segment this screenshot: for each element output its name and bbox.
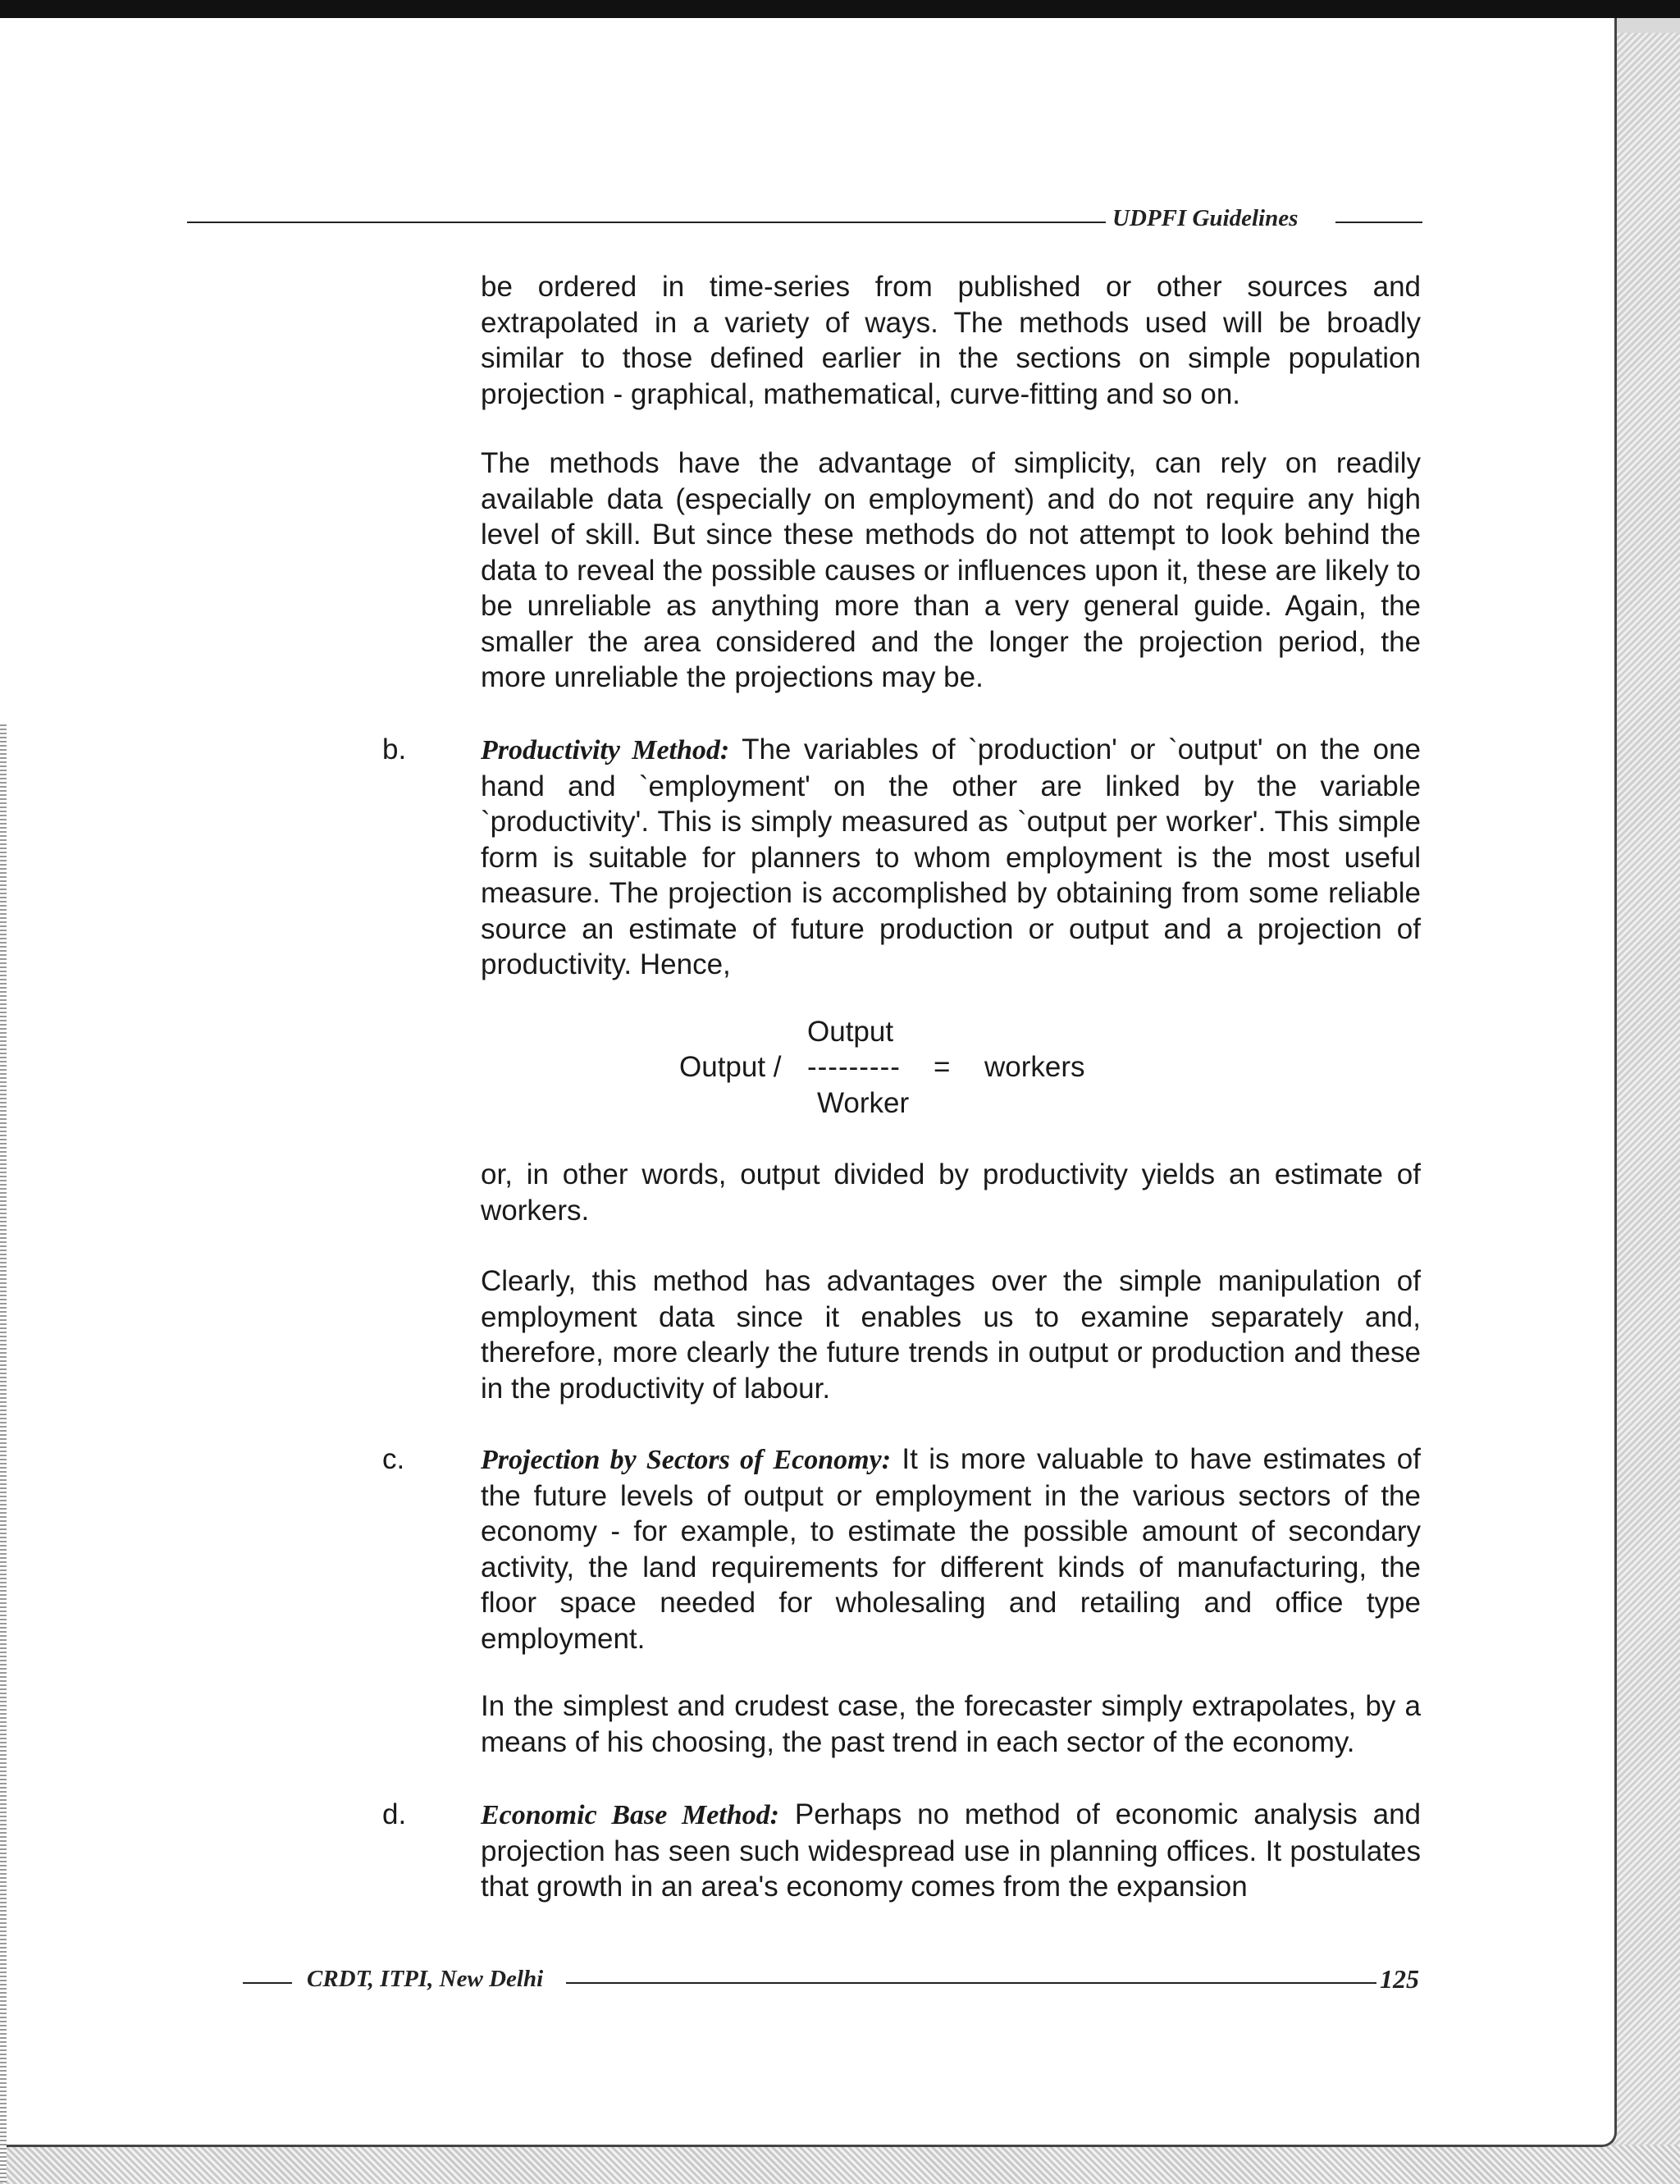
- formula-left-term: Output /: [679, 1051, 782, 1083]
- scan-top-border: [0, 0, 1680, 18]
- item-c-term: Projection by Sectors of Economy:: [481, 1445, 892, 1475]
- formula-fraction-bar: ---------: [807, 1051, 901, 1083]
- page-number: 125: [1380, 1964, 1419, 1994]
- item-d-text: Perhaps no method of economic analysis and projection has seen such widespread use in planning offices. It postulates that growth in an area's economy comes from the expansion: [481, 1798, 1421, 1903]
- running-header-title: UDPFI Guidelines: [1112, 205, 1299, 231]
- item-d-marker: d.: [382, 1798, 407, 1830]
- item-d-economic-base-method: [481, 1797, 1421, 1905]
- item-c-text: It is more valuable to have estimates of the future levels of output or employment in the various sectors of the economy - for example, to estimate the possible amount of secondary activity, the land requirements for different kinds of manufacturing, the floor space needed for wholesaling and retailing and office type employment.: [481, 1443, 1421, 1655]
- footer-rule: [566, 1982, 1376, 1984]
- footer-source: CRDT, ITPI, New Delhi: [307, 1966, 544, 1992]
- paragraph-advantages: The methods have the advantage of simplicity, can rely on readily available data (especially on employment) and do not require any high level of skill. But since these methods do not attempt to look behind the data to reveal the possible causes or influences upon it, these are likely to be unreliable as anything more than a very general guide. Again, the smaller the area considered and the longer the projection period, the more unreliable the projections may be.: [481, 447, 1421, 693]
- scan-left-edge: [0, 722, 7, 2182]
- paragraph-simplest-case: In the simplest and crudest case, the forecaster simply extrapolates, by a means of his choosing, the past trend in each sector of the economy.: [481, 1690, 1421, 1758]
- header-rule: [187, 222, 1106, 223]
- item-d-term: Economic Base Method:: [481, 1800, 779, 1830]
- item-c-marker: c.: [382, 1443, 405, 1475]
- item-b-term: Productivity Method:: [481, 735, 730, 765]
- formula-result: workers: [984, 1051, 1085, 1083]
- scan-bottom-edge: [0, 2145, 1680, 2184]
- item-b-text: The variables of `production' or `output' on the one hand and `employment' on the other are linked by the variable `productivity'. This is simply measured as `output per worker'. This simple form is suitable for planners to whom employment is the most useful measure. The projection is accomplished by obtaining from some reliable source an estimate of future production or output and a projection of productivity. Hence,: [481, 733, 1421, 980]
- formula-equals: =: [934, 1051, 951, 1083]
- paragraph-clearly: Clearly, this method has advantages over the simple manipulation of employment data since it enables us to examine separately and, therefore, more clearly the future trends in output or production and these in the productivity of labour.: [481, 1265, 1421, 1405]
- paragraph-output-divided: or, in other words, output divided by productivity yields an estimate of workers.: [481, 1158, 1421, 1227]
- item-c-sectors-of-economy: [481, 1442, 1421, 1656]
- item-b-marker: b.: [382, 733, 407, 765]
- formula-numerator: Output: [807, 1016, 894, 1048]
- formula-denominator: Worker: [817, 1087, 910, 1119]
- paragraph-time-series: be ordered in time-series from published or other sources and extrapolated in a variety of ways. The methods used will be broadly similar to those defined earlier in the sections on simple population projection - graphical, mathematical, curve-fitting and so on.: [481, 271, 1421, 410]
- scan-right-edge: [1614, 33, 1680, 2184]
- header-rule-tail: [1335, 222, 1422, 223]
- item-b-productivity-method: [481, 732, 1421, 983]
- footer-rule-lead: [243, 1982, 292, 1984]
